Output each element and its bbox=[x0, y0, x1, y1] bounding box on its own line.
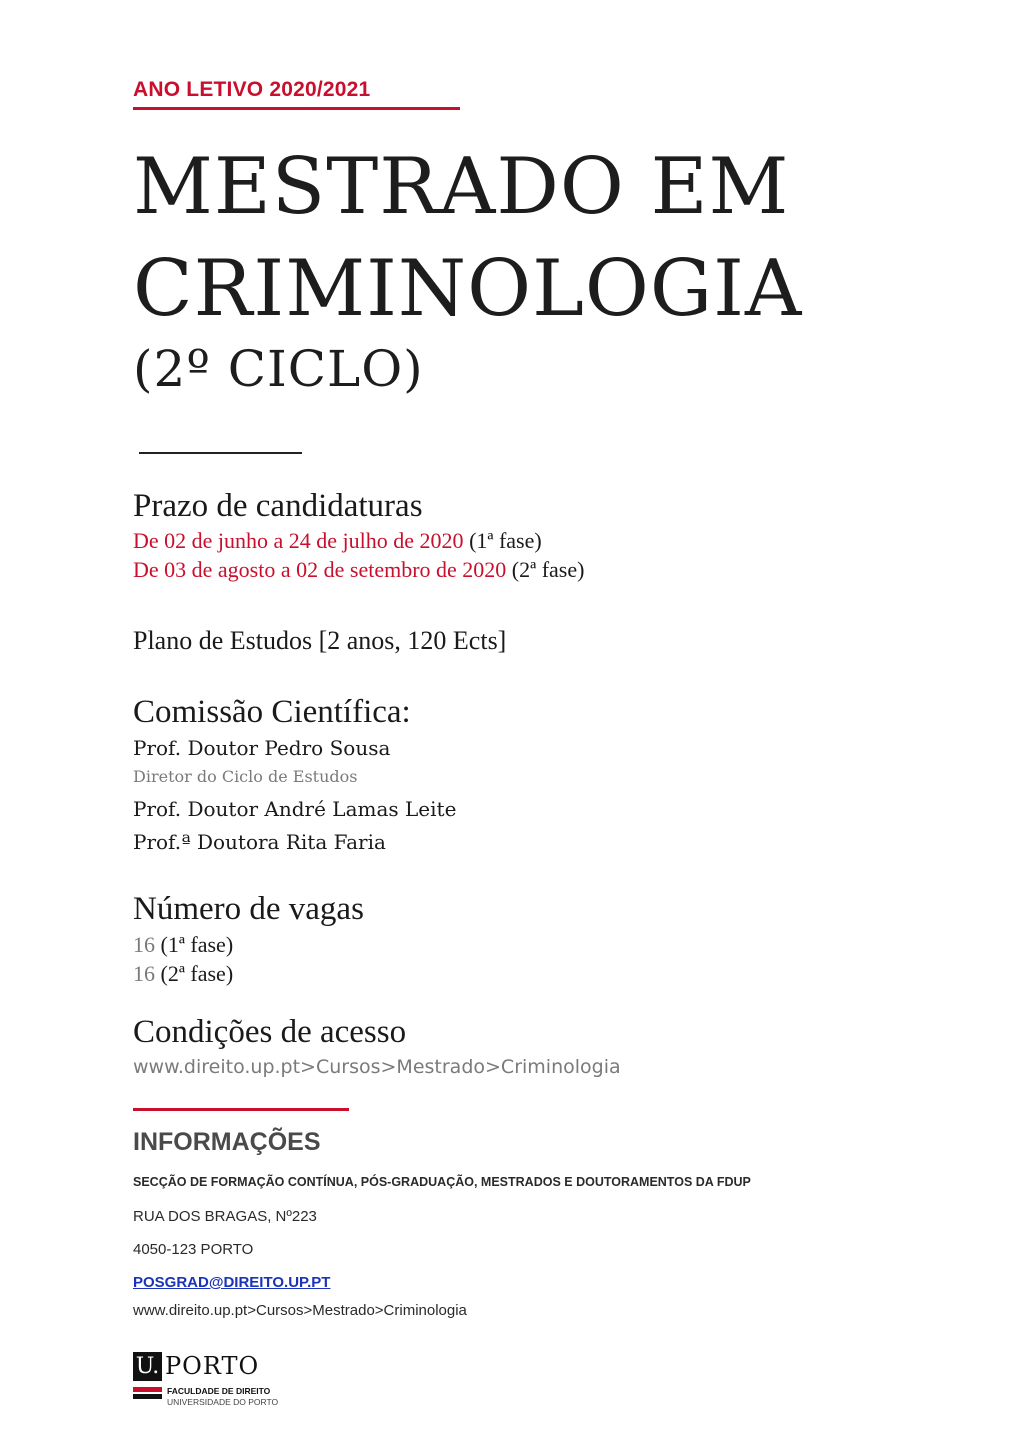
acesso-url[interactable]: www.direito.up.pt>Cursos>Mestrado>Criminologia bbox=[133, 1056, 621, 1078]
informacoes-email-link[interactable]: POSGRAD@DIREITO.UP.PT bbox=[133, 1274, 331, 1291]
candidaturas-phase2 bbox=[133, 557, 584, 583]
logo-porto-text: PORTO bbox=[165, 1352, 260, 1380]
vagas-phase2-label: (2ª fase) bbox=[160, 961, 234, 986]
phase1-dates: De 02 de junho a 24 de julho de 2020 bbox=[133, 528, 464, 553]
logo-university-text: UNIVERSIDADE DO PORTO bbox=[167, 1397, 279, 1407]
vagas-heading: Número de vagas bbox=[133, 891, 364, 927]
page-subtitle: (2º CICLO) bbox=[133, 340, 424, 398]
logo-black-bar bbox=[133, 1394, 162, 1399]
comissao-heading: Comissão Científica: bbox=[133, 694, 411, 730]
comissao-member-1: Prof. Doutor Pedro Sousa bbox=[133, 736, 391, 760]
comissao-member-3: Prof.ª Doutora Rita Faria bbox=[133, 830, 386, 854]
logo-faculty-text: FACULDADE DE DIREITO bbox=[167, 1386, 271, 1396]
vagas-phase1-count: 16 bbox=[133, 932, 155, 957]
vagas-phase2 bbox=[133, 961, 233, 987]
informacoes-section: SECÇÃO DE FORMAÇÃO CONTÍNUA, PÓS-GRADUAÇÃO, MESTRADOS E DOUTORAMENTOS DA FDUP bbox=[133, 1175, 751, 1189]
title-divider bbox=[139, 452, 302, 454]
vagas-phase1-label: (1ª fase) bbox=[160, 932, 234, 957]
logo-red-bar bbox=[133, 1387, 162, 1392]
comissao-member-1-role: Diretor do Ciclo de Estudos bbox=[133, 767, 358, 786]
informacoes-url[interactable]: www.direito.up.pt>Cursos>Mestrado>Criminologia bbox=[133, 1302, 467, 1319]
year-underline bbox=[133, 107, 460, 110]
candidaturas-heading: Prazo de candidaturas bbox=[133, 488, 423, 524]
info-divider bbox=[133, 1108, 349, 1111]
phase2-label: (2ª fase) bbox=[511, 557, 585, 582]
candidaturas-phase1 bbox=[133, 528, 542, 554]
page-title-line1: MESTRADO EM bbox=[133, 142, 790, 232]
informacoes-heading: INFORMAÇÕES bbox=[133, 1128, 321, 1156]
acesso-heading: Condições de acesso bbox=[133, 1014, 407, 1050]
phase1-label: (1ª fase) bbox=[469, 528, 542, 553]
logo-u-mark: U. bbox=[133, 1352, 162, 1381]
vagas-phase1 bbox=[133, 932, 233, 958]
comissao-member-2: Prof. Doutor André Lamas Leite bbox=[133, 797, 457, 821]
informacoes-street: RUA DOS BRAGAS, Nº223 bbox=[133, 1208, 317, 1225]
academic-year: ANO LETIVO 2020/2021 bbox=[133, 78, 371, 101]
vagas-phase2-count: 16 bbox=[133, 961, 155, 986]
uporto-logo bbox=[133, 1352, 303, 1412]
informacoes-postal: 4050-123 PORTO bbox=[133, 1241, 254, 1258]
plano-estudos: Plano de Estudos [2 anos, 120 Ects] bbox=[133, 626, 507, 655]
phase2-dates: De 03 de agosto a 02 de setembro de 2020 bbox=[133, 557, 507, 582]
page-title-line2: CRIMINOLOGIA bbox=[133, 244, 803, 334]
